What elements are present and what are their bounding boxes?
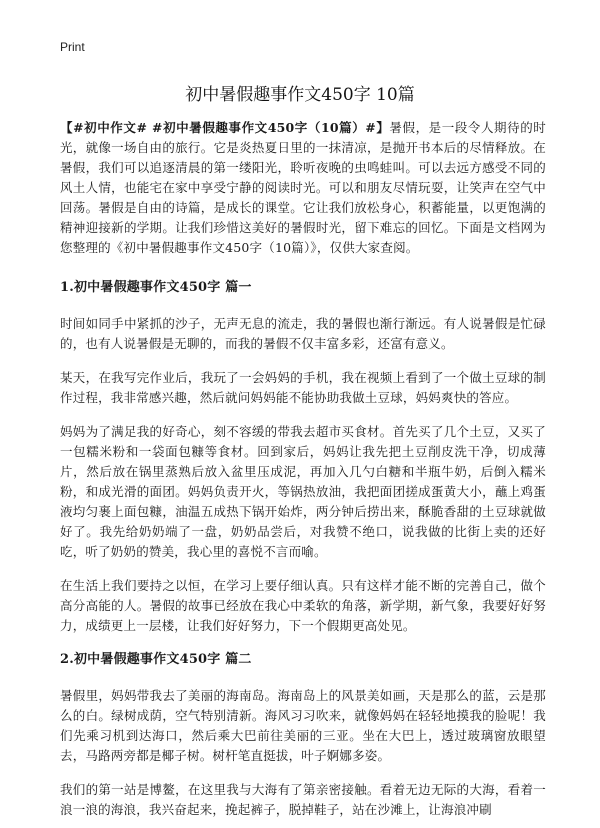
document-body <box>60 118 546 828</box>
paragraph: 妈妈为了满足我的好奇心，刻不容缓的带我去超市买食材。首先买了几个土豆，又买了一包糯米粉和一袋面包糠等食材。回到家后，妈妈让我先把土豆削皮洗干净，切成薄片，然后放在锅里蒸熟后放入盆里压成泥，再加入几勺白糖和半瓶牛奶，后倒入糯米粉，和成光滑的面团。妈妈负责开火，等锅热放油，我把面团搓成蛋黄大小，蘸上鸡蛋液均匀裹上面包糠，油温五成热下锅开始炸，两分钟后捞出来，酥脆香甜的土豆球就做好了。我先给奶奶端了一盘，奶奶品尝后，对我赞不绝口，说我做的比街上卖的还好吃，听了奶奶的赞美，我心里的喜悦不言而喻。 <box>60 424 546 559</box>
intro-tag: 【#初中作文# #初中暑假趣事作文450字（10篇）#】 <box>60 120 390 135</box>
paragraph: 在生活上我们要持之以恒，在学习上要仔细认真。只有这样才能不断的完善自己，做个高分高能的人。暑假的故事已经放在我心中柔软的角落，新学期，新气象，我要好好努力，成绩更上一层楼，让我们好好努力，下一个假期更高处见。 <box>60 578 546 633</box>
paragraph: 某天，在我写完作业后，我玩了一会妈妈的手机，我在视频上看到了一个做土豆球的制作过程，我非常感兴趣，然后就问妈妈能不能协助我做土豆球，妈妈爽快的答应。 <box>60 370 546 405</box>
paragraph: 时间如同手中紧抓的沙子，无声无息的流走，我的暑假也渐行渐远。有人说暑假是忙碌的，也有人说暑假是无聊的，而我的暑假不仅丰富多彩，还富有意义。 <box>60 316 546 351</box>
document-title: 初中暑假趣事作文450字 10篇 <box>185 85 415 105</box>
intro-text: 暑假，是一段令人期待的时光，就像一场自由的旅行。它是炎热夏日里的一抹清凉，是抛开书本后的尽情释放。在暑假，我们可以追逐清晨的第一缕阳光，聆听夜晚的虫鸣蛙叫。可以去远方感受不同的风土人情，也能宅在家中享受宁静的阅读时光。可以和朋友尽情玩耍，让笑声在空气中回荡。暑假是自由的诗篇，是成长的课堂。它让我们放松身心，积蓄能量，以更饱满的精神迎接新的学期。让我们珍惜这美好的暑假时光，留下难忘的回忆。下面是文档网为您整理的《初中暑假趣事作文450字（10篇）》，仅供大家查阅。 <box>60 120 546 255</box>
paragraph: 我们的第一站是博鳌，在这里我与大海有了第亲密接触。看着无边无际的大海，看着一浪一浪的海浪，我兴奋起来，挽起裤子，脱掉鞋子，站在沙滩上，让海浪冲刷 <box>60 782 546 817</box>
section-heading: 2.初中暑假趣事作文450字 篇二 <box>60 652 252 667</box>
paragraph: 暑假里，妈妈带我去了美丽的海南岛。海南岛上的风景美如画，天是那么的蓝，云是那么的白。绿树成荫，空气特别清新。海风习习吹来，就像妈妈在轻轻地摸我的脸呢！我们先乘习机到达海口，然后乘大巴前往美丽的三亚。坐在大巴上，透过玻璃窗放眼望去，马路两旁都是椰子树。树杆笔直挺拔，叶子婀娜多姿。 <box>60 688 546 763</box>
intro-paragraph <box>60 118 546 258</box>
section-heading: 1.初中暑假趣事作文450字 篇一 <box>60 280 252 295</box>
print-label: Print <box>60 40 85 54</box>
